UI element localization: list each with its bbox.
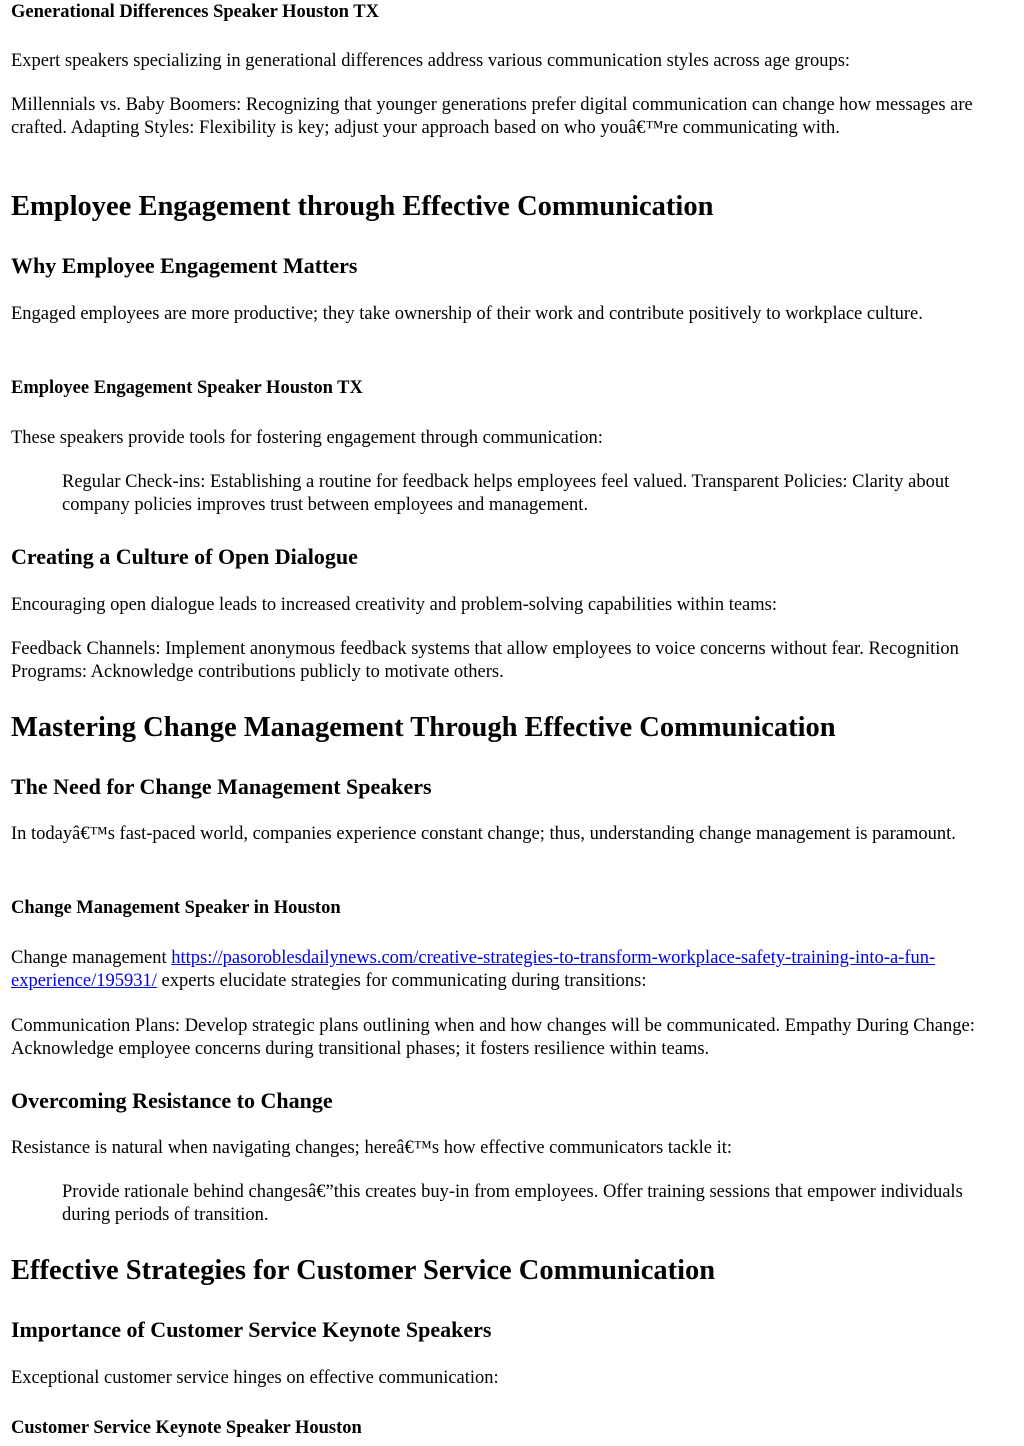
paragraph-change-management-link	[11, 947, 1016, 993]
heading-change-speaker: Change Management Speaker in Houston	[11, 898, 341, 918]
paragraph-fast-paced-world: In todayâ€™s fast-paced world, companies experience constant change; thus, understanding change management is paramount.	[11, 824, 956, 844]
link-suffix-text: experts elucidate strategies for communicating during transitions:	[156, 971, 647, 991]
paragraph-rationale: Provide rationale behind changesâ€”this creates buy-in from employees. Offer training sessions that empower individuals during periods of transition.	[62, 1182, 963, 1225]
heading-customer-service: Effective Strategies for Customer Service Communication	[11, 1255, 716, 1286]
paragraph-resistance: Resistance is natural when navigating changes; hereâ€™s how effective communicators tackle it:	[11, 1138, 733, 1158]
paragraph-open-dialogue: Encouraging open dialogue leads to increased creativity and problem-solving capabilities within teams:	[11, 595, 777, 615]
paragraph-exceptional-service: Exceptional customer service hinges on effective communication:	[11, 1368, 499, 1388]
link-prefix-text: Change management	[11, 948, 172, 968]
heading-change-management: Mastering Change Management Through Effective Communication	[11, 712, 836, 743]
heading-open-dialogue: Creating a Culture of Open Dialogue	[11, 544, 358, 569]
heading-generational-speaker: Generational Differences Speaker Houston TX	[11, 2, 379, 22]
article-link[interactable]: https://pasoroblesdailynews.com/creative-strategies-to-transform-workplace-safety-training-into-a-fun-experience/195931/	[11, 948, 936, 991]
heading-customer-speaker: Customer Service Keynote Speaker Houston	[11, 1418, 362, 1438]
paragraph-generational-list: Millennials vs. Baby Boomers: Recognizing that younger generations prefer digital communication can change how messages are crafted. Adapting Styles: Flexibility is key; adjust your approach based on who youâ€™re communicating with.	[11, 95, 973, 138]
paragraph-engaged-employees: Engaged employees are more productive; they take ownership of their work and contribute positively to workplace culture.	[11, 304, 923, 324]
heading-resistance: Overcoming Resistance to Change	[11, 1088, 333, 1113]
heading-engagement-speaker: Employee Engagement Speaker Houston TX	[11, 378, 363, 398]
paragraph-feedback-channels: Feedback Channels: Implement anonymous feedback systems that allow employees to voice concerns without fear. Recognition Programs: Acknowledge contributions publicly to motivate others.	[11, 639, 959, 682]
heading-employee-engagement: Employee Engagement through Effective Communication	[11, 191, 714, 222]
paragraph-speaker-tools: These speakers provide tools for fostering engagement through communication:	[11, 428, 603, 448]
heading-need-change: The Need for Change Management Speakers	[11, 774, 432, 799]
paragraph-communication-plans: Communication Plans: Develop strategic plans outlining when and how changes will be communicated. Empathy During Change: Acknowledge employee concerns during transitional phases; it fosters resilience within teams.	[11, 1016, 975, 1059]
paragraph-generational-intro: Expert speakers specializing in generational differences address various communication styles across age groups:	[11, 51, 851, 71]
heading-why-engagement: Why Employee Engagement Matters	[11, 253, 358, 278]
heading-customer-importance: Importance of Customer Service Keynote Speakers	[11, 1317, 492, 1342]
paragraph-checkins: Regular Check-ins: Establishing a routine for feedback helps employees feel valued. Transparent Policies: Clarity about company policies improves trust between employees and management.	[62, 472, 950, 515]
